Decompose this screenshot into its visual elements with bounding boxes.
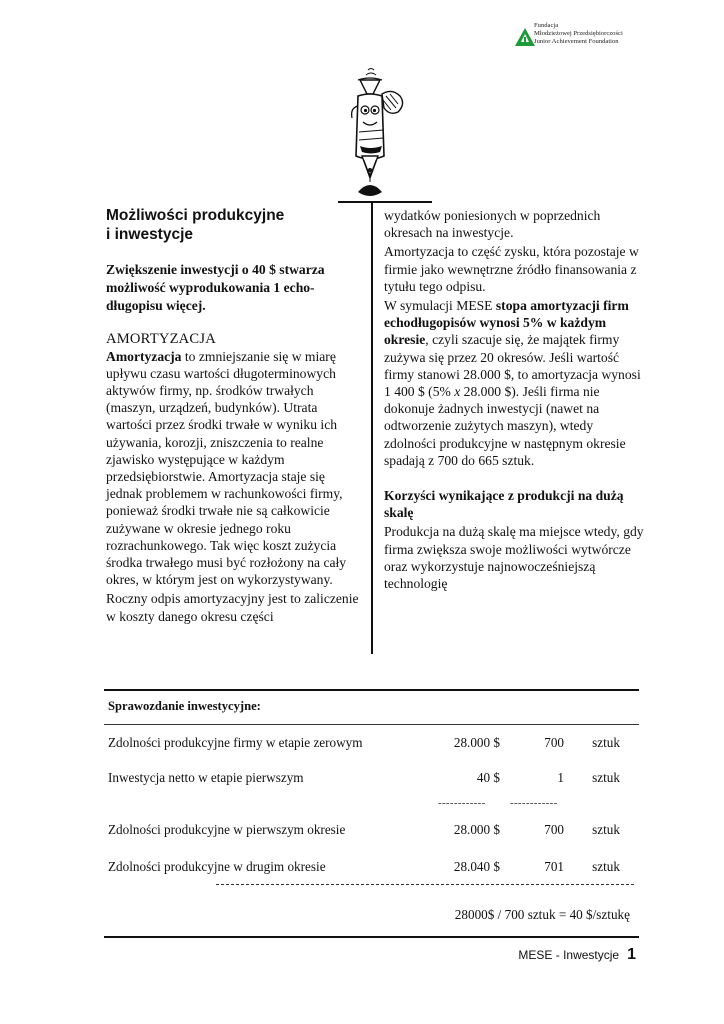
row-amount: 40 $ — [476, 770, 500, 785]
column-top-rule — [338, 201, 432, 203]
row-count: 1 — [557, 770, 564, 785]
row-label: Zdolności produkcyjne firmy w etapie zerowym — [108, 735, 363, 750]
logo-line-3: Junior Achievement Foundation — [534, 38, 619, 46]
row-unit: sztuk — [592, 770, 620, 785]
page-number: 1 — [627, 946, 636, 963]
amortyzacja-paragraph — [106, 348, 361, 625]
mese-text-mid: , czyli szacuje się, że majątek firmy zużywa się przez 20 okresów. Jeśli wartość firmy stanowi 28.000 $, to amortyzacja wynosi 1 400 $ (5% — [384, 332, 641, 400]
report-top-rule — [104, 689, 639, 691]
subtotal-dashes-amount: ------------ — [438, 797, 486, 809]
heading-line-2: i inwestycje — [106, 226, 194, 243]
row-label: Inwestycja netto w etapie pierwszym — [108, 770, 304, 785]
left-column — [106, 206, 361, 625]
row-amount: 28.040 $ — [453, 859, 500, 874]
table-row — [108, 822, 628, 840]
ja-triangle-icon — [514, 27, 536, 47]
report-title: Sprawozdanie inwestycyjne: — [108, 699, 261, 713]
heading-line-1: Możliwości produkcyjne — [106, 207, 285, 224]
table-row — [108, 770, 628, 788]
row-amount: 28.000 $ — [453, 735, 500, 750]
right-paragraph-2: Amortyzacja to część zysku, która pozostaje w firmie jako wewnętrzne źródło finansowania z tytułu tego odpisu. — [384, 244, 639, 294]
table-row — [108, 859, 628, 877]
result-divider — [216, 884, 634, 885]
row-amount: 28.000 $ — [453, 822, 500, 837]
right-paragraph-3 — [384, 297, 644, 469]
lead-paragraph: Zwiększenie inwestycji o 40 $ stwarza możliwość wyprodukowania 1 echo-długopisu więcej. — [106, 262, 325, 314]
mese-text-end: 28.000 $). Jeśli firma nie dokonuje żadnych inwestycji (nawet na odtworzenie zużytych maszyn), wtedy zdolności produkcyjne w następnym okresie spadają z 700 do 665 sztuk. — [384, 384, 626, 468]
row-label: Zdolności produkcyjne w drugim okresie — [108, 859, 326, 874]
amortyzacja-term: Amortyzacja — [106, 348, 182, 364]
foundation-logo — [514, 22, 704, 56]
amortyzacja-subheading: AMORTYZACJA — [106, 330, 216, 347]
report-bottom-rule — [104, 936, 639, 938]
section-heading — [106, 206, 361, 244]
row-unit: sztuk — [592, 735, 620, 750]
report-header-rule — [104, 724, 639, 725]
row-count: 700 — [544, 735, 564, 750]
cost-per-unit-result: 28000$ / 700 sztuk = 40 $/sztukę — [454, 907, 630, 922]
row-count: 701 — [544, 859, 564, 874]
table-row — [108, 735, 628, 753]
economies-of-scale-heading: Korzyści wynikające z produkcji na dużą skalę — [384, 488, 624, 521]
row-unit: sztuk — [592, 822, 620, 837]
page-footer — [518, 946, 636, 964]
depreciation-rate-bold: stopa amortyzacji firm echodługopisów wynosi 5% w każdym okresie — [384, 298, 629, 348]
column-divider — [371, 201, 373, 654]
mese-text-start: W symulacji MESE — [384, 298, 496, 314]
row-label: Zdolności produkcyjne w pierwszym okresie — [108, 822, 346, 837]
right-paragraph-1: wydatków poniesionych w poprzednich okresach na inwestycje. — [384, 208, 601, 241]
pen-mascot-illustration — [338, 66, 412, 204]
row-count: 700 — [544, 822, 564, 837]
logo-line-1: Fundacja — [534, 22, 559, 29]
annual-write-off-paragraph: Roczny odpis amortyzacyjny jest to zaliczenie w koszty danego okresu części — [106, 591, 359, 624]
logo-line-2: Młodzieżowej Przedsiębiorczości — [534, 30, 623, 38]
logo-text — [534, 22, 623, 47]
multiply-x: x — [454, 384, 461, 400]
economies-of-scale-paragraph: Produkcja na dużą skalę ma miejsce wtedy, gdy firma zwiększa swoje możliwości wytwórcze oraz wykorzystuje najnowocześniejszą technologię — [384, 524, 644, 592]
right-column — [384, 207, 644, 594]
amortyzacja-definition: to zmniejszanie się w miarę upływu czasu wartości długoterminowych aktywów firmy, np. środków trwałych (maszyn, urządzeń, budynków). Utrata wartości przez środki trwałe w wyniku ich używania, korozji, zniszczenia to realne zjawisko występujące w każdym przedsiębiorstwie. Amortyzacja staje się jednak problemem w rachunkowości firmy, ponieważ środki trwałe nie są całkowicie zużywane w okresie jednego roku rozrachunkowego. Tak więc koszt zużycia środka trwałego musi być rozłożony na cały okres, w którym jest on wykorzystywany. — [106, 348, 347, 588]
row-unit: sztuk — [592, 859, 620, 874]
subtotal-dashes-count: ------------ — [510, 797, 558, 809]
footer-label: MESE - Inwestycje — [518, 948, 620, 962]
